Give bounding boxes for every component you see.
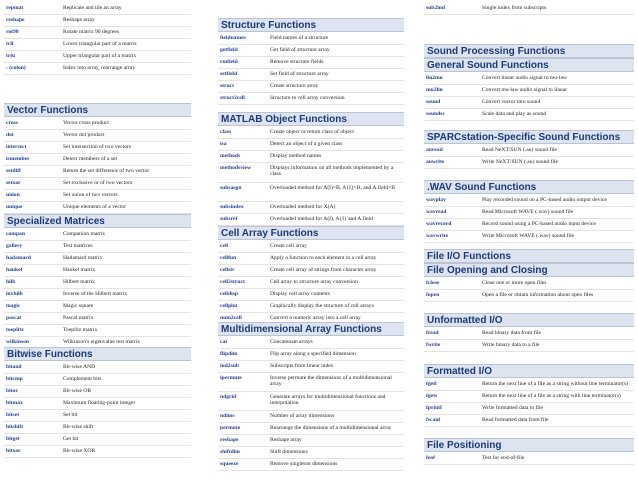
function-name: setdiff [6, 168, 21, 174]
function-name: reshape [220, 437, 239, 443]
function-name: fopen [426, 292, 440, 298]
function-description: Apply a function to each element in a cell array [270, 255, 377, 261]
function-description: Magic square [63, 303, 94, 309]
function-row [424, 146, 634, 157]
function-name: class [220, 129, 232, 135]
function-name: cell2struct [220, 279, 245, 285]
function-row [4, 155, 191, 166]
function-description: Replicate and tile an array [63, 5, 122, 11]
function-row [218, 128, 404, 139]
function-description: Return the next line of a file as a string with line terminator(s) [482, 393, 621, 399]
function-description: Reshape array [63, 17, 95, 23]
function-row [218, 70, 404, 81]
function-description: Reshape array [270, 437, 302, 443]
function-row [424, 98, 634, 109]
function-name: wilkinson [6, 339, 30, 345]
function-row [4, 302, 191, 313]
function-description: Inverse of the Hilbert matrix [63, 291, 127, 297]
function-name: feof [426, 455, 436, 461]
function-name: auread [426, 147, 443, 153]
function-row [424, 208, 634, 219]
function-description: Convert mu-law audio signal to linear [482, 87, 567, 93]
function-row [218, 203, 404, 214]
function-name: hankel [6, 267, 23, 273]
function-row [424, 329, 634, 340]
function-description: Convert vector into sound [482, 99, 541, 105]
function-row [218, 350, 404, 361]
function-row [218, 338, 404, 349]
function-row [424, 110, 634, 121]
function-row [4, 290, 191, 301]
function-row [218, 290, 404, 301]
function-description: Bit-wise AND [63, 364, 96, 370]
section-heading: MATLAB Object Functions [218, 112, 404, 126]
function-row [4, 326, 191, 337]
function-description: Get field of structure array [270, 47, 330, 53]
section-heading: Unformatted I/O [424, 313, 634, 327]
function-description: Scale data and play as sound [482, 111, 547, 117]
section-heading: Formatted I/O [424, 364, 634, 378]
function-name: squeeze [220, 461, 239, 467]
function-description: Get bit [63, 436, 79, 442]
function-row [4, 143, 191, 154]
function-row [4, 203, 191, 214]
function-description: Toeplitz matrix [63, 327, 98, 333]
function-description: Rearrange the dimensions of a multidimensional array [270, 425, 392, 431]
function-row [424, 341, 634, 352]
function-row [218, 436, 404, 447]
function-description: Write formatted data to file [482, 405, 543, 411]
function-row [218, 46, 404, 57]
function-name: fprintf [426, 405, 442, 411]
function-name: wavwrite [426, 233, 449, 239]
function-row [218, 254, 404, 265]
function-description: Rotate matrix 90 degrees [63, 29, 120, 35]
function-description: Hilbert matrix [63, 279, 95, 285]
function-name: methods [220, 153, 241, 159]
function-name: union [6, 192, 20, 198]
function-row [4, 254, 191, 265]
function-name: bitxor [6, 448, 21, 454]
function-row [424, 74, 634, 85]
function-row [218, 215, 404, 226]
function-row [424, 380, 634, 391]
function-name: reshape [6, 17, 25, 23]
function-row [4, 387, 191, 398]
function-description: Vector cross product [63, 120, 109, 126]
function-description: Complement bits [63, 376, 102, 382]
function-row [4, 411, 191, 422]
function-name: pascal [6, 315, 21, 321]
function-description: Display cell array contents [270, 291, 330, 297]
function-row [218, 448, 404, 459]
function-description: Test for end-of-file [482, 455, 525, 461]
function-row [218, 184, 404, 202]
function-name: struct [220, 83, 234, 89]
function-description: Vector dot product [63, 132, 105, 138]
function-name: subsindex [220, 204, 244, 210]
function-description: Overloaded method for A(I)=B, A{I}=B, and A.field=B [270, 185, 395, 191]
function-description: Bit-wise XOR [63, 448, 96, 454]
function-name: compan [6, 231, 25, 237]
function-description: Set union of two vectors [63, 192, 118, 198]
function-description: Record sound using a PC-based audio input device [482, 221, 596, 227]
column-2 [218, 0, 404, 493]
function-name: fscanf [426, 417, 441, 423]
function-name: permute [220, 425, 241, 431]
function-row [4, 64, 191, 75]
function-row [424, 86, 634, 97]
function-description: Write NeXT/SUN (.au) sound file [482, 159, 559, 165]
function-row [424, 454, 634, 465]
function-name: ndgrid [220, 394, 237, 400]
function-row [218, 460, 404, 471]
function-description: Create structure array [270, 83, 319, 89]
function-description: Index into array, rearrange array [63, 65, 136, 71]
function-description: Companion matrix [63, 231, 106, 237]
function-name: fread [426, 330, 439, 336]
function-description: Create cell array of strings from character array [270, 267, 377, 273]
function-row [4, 179, 191, 190]
function-row [4, 167, 191, 178]
function-description: Set intersection of two vectors [63, 144, 132, 150]
function-row [4, 435, 191, 446]
function-row [218, 412, 404, 423]
function-description: Concatenate arrays [270, 339, 313, 345]
function-row [4, 131, 191, 142]
function-row [218, 152, 404, 163]
function-name: gallery [6, 243, 23, 249]
function-name: rot90 [6, 29, 19, 35]
function-description: Displays information on all methods implemented by a class [270, 165, 394, 178]
function-description: Detect an object of a given class [270, 141, 343, 147]
function-description: Convert linear audio signal to mu-law [482, 75, 567, 81]
function-description: Subscripts from linear index [270, 363, 334, 369]
section-heading: .WAV Sound Functions [424, 180, 634, 194]
function-description: Create cell array [270, 243, 307, 249]
function-row [4, 266, 191, 277]
function-description: Remove singleton dimensions [270, 461, 338, 467]
function-name: isa [220, 141, 227, 147]
function-description: Bit-wise OR [63, 388, 92, 394]
function-name: cell [220, 243, 229, 249]
function-description: Hadamard matrix [63, 255, 103, 261]
function-row [4, 242, 191, 253]
function-name: methodsview [220, 165, 252, 171]
section-heading: Sound Processing Functions [424, 44, 634, 58]
function-row [218, 278, 404, 289]
function-description: Play recorded sound on a PC-based audio output device [482, 197, 607, 203]
function-name: bitand [6, 364, 22, 370]
function-description: Shift dimensions [270, 449, 308, 455]
function-description: Test matrices [63, 243, 93, 249]
function-name: fgets [426, 393, 438, 399]
function-name: fieldnames [220, 35, 246, 41]
function-name: intersect [6, 144, 27, 150]
function-row [4, 375, 191, 386]
function-row [218, 374, 404, 392]
function-description: Close one or more open files [482, 280, 547, 286]
function-row [4, 16, 191, 27]
function-description: Open a file or obtain information about open files [482, 292, 594, 298]
function-row [424, 279, 634, 290]
function-row [4, 399, 191, 410]
function-row [218, 362, 404, 373]
function-description: Lower triangular part of a matrix [63, 41, 137, 47]
function-row [218, 34, 404, 45]
function-row [4, 119, 191, 130]
function-name: celldisp [220, 291, 239, 297]
function-description: Display method names [270, 153, 322, 159]
function-name: toeplitz [6, 327, 24, 333]
function-name: fgetl [426, 381, 437, 387]
function-description: Pascal matrix [63, 315, 94, 321]
function-description: Single index from subscripts [482, 5, 547, 11]
function-name: fclose [426, 280, 440, 286]
function-name: shiftdim [220, 449, 240, 455]
function-row [424, 158, 634, 169]
function-row [4, 447, 191, 458]
function-description: Overloaded method for X(A) [270, 204, 336, 210]
function-name: dot [6, 132, 14, 138]
function-name: triu [6, 53, 16, 59]
function-name: unique [6, 204, 23, 210]
function-description: Structure to cell array conversion [270, 95, 345, 101]
function-row [218, 58, 404, 69]
section-heading: Bitwise Functions [4, 347, 191, 361]
function-description: Wilkinson's eigenvalue test matrix [63, 339, 141, 345]
function-description: Detect members of a set [63, 156, 118, 162]
function-row [424, 220, 634, 231]
function-description: Return the set difference of two vector [63, 168, 150, 174]
function-row [4, 28, 191, 39]
function-description: Generate arrays for multidimensional functions and interpolation [270, 394, 386, 407]
function-description: Remove structure fields [270, 59, 324, 65]
function-row [218, 302, 404, 313]
function-description: Set field of structure array [270, 71, 329, 77]
column-3 [424, 0, 634, 493]
function-name: hilb [6, 279, 16, 285]
function-description: Write binary data to a file [482, 342, 540, 348]
function-name: struct2cell [220, 95, 245, 101]
section-heading: File Positioning [424, 438, 634, 452]
function-row [424, 196, 634, 207]
function-description: Return the next line of a file as a string without line terminator(s) [482, 381, 629, 387]
function-name: ipermute [220, 375, 242, 381]
function-name: cross [6, 120, 19, 126]
function-description: Overloaded method for A(I), A{I} and A.field [270, 216, 373, 222]
function-description: Set exclusive or of two vectors [63, 180, 133, 186]
function-name: bitmax [6, 400, 23, 406]
column-1 [4, 0, 191, 493]
function-description: Maximum floating-point integer [63, 400, 136, 406]
function-name: flipdim [220, 351, 238, 357]
function-description: Graphically display the structure of cell arrays [270, 303, 374, 309]
function-name: getfield [220, 47, 238, 53]
function-row [4, 4, 191, 15]
function-name: bitset [6, 412, 20, 418]
function-description: Convert a numeric array into a cell array [270, 315, 361, 321]
function-name: repmat [6, 5, 24, 11]
function-name: wavrecord [426, 221, 452, 227]
function-row [218, 393, 404, 411]
function-name: setfield [220, 71, 238, 77]
function-name: subsasgn [220, 185, 242, 191]
function-name: cellfun [220, 255, 237, 261]
function-name: : (colon) [6, 65, 26, 71]
function-name: bitget [6, 436, 20, 442]
function-name: cat [220, 339, 228, 345]
function-description: Read Microsoft WAVE (.wav) sound file [482, 209, 574, 215]
function-name: mu2lin [426, 87, 443, 93]
function-description: Bit-wise shift [63, 424, 94, 430]
function-name: bitor [6, 388, 18, 394]
function-row [4, 423, 191, 434]
function-name: rmfield [220, 59, 238, 65]
function-name: bitshift [6, 424, 24, 430]
function-description: Read formatted data from file [482, 417, 549, 423]
function-row [424, 4, 634, 15]
function-row [4, 191, 191, 202]
function-description: Upper triangular part of a matrix [63, 53, 137, 59]
section-heading: Structure Functions [218, 18, 404, 32]
function-row [424, 416, 634, 427]
section-heading: Multidimensional Array Functions [218, 322, 404, 336]
function-name: magic [6, 303, 21, 309]
section-heading: Specialized Matrices [4, 214, 191, 228]
function-description: Read binary data from file [482, 330, 542, 336]
function-description: Hankel matrix [63, 267, 96, 273]
function-name: sub2ind [426, 5, 445, 11]
function-row [424, 232, 634, 243]
section-heading: File I/O Functions [424, 249, 634, 263]
function-name: auwrite [426, 159, 445, 165]
function-name: lin2mu [426, 75, 443, 81]
function-name: sound [426, 99, 441, 105]
function-description: Create object or return class of object [270, 129, 354, 135]
section-heading: Vector Functions [4, 103, 191, 117]
function-description: Write Microsoft WAVE (.wav) sound file [482, 233, 575, 239]
function-name: cellplot [220, 303, 238, 309]
function-name: cellstr [220, 267, 235, 273]
function-row [218, 140, 404, 151]
function-row [218, 266, 404, 277]
function-row [424, 291, 634, 302]
function-description: Unique elements of a vector [63, 204, 127, 210]
function-row [218, 94, 404, 105]
function-name: wavread [426, 209, 447, 215]
function-row [218, 424, 404, 435]
function-name: bitcmp [6, 376, 23, 382]
function-description: Read NeXT/SUN (.au) sound file [482, 147, 558, 153]
function-description: Cell array to structure array conversion [270, 279, 358, 285]
function-description: Field names of a structure [270, 35, 329, 41]
function-name: soundsc [426, 111, 445, 117]
function-name: wavplay [426, 197, 446, 203]
function-name: ismember [6, 156, 30, 162]
function-name: subsref [220, 216, 238, 222]
function-description: Set bit [63, 412, 78, 418]
section-heading: SPARCstation-Specific Sound Functions [424, 130, 634, 144]
function-row [4, 230, 191, 241]
function-name: setxor [6, 180, 21, 186]
function-description: Inverse permute the dimensions of a multidimensional array [270, 375, 392, 388]
function-row [4, 363, 191, 374]
section-heading: Cell Array Functions [218, 226, 404, 240]
function-row [218, 82, 404, 93]
section-heading: General Sound Functions [424, 58, 634, 72]
function-row [218, 164, 404, 183]
function-row [424, 404, 634, 415]
section-heading: File Opening and Closing [424, 263, 634, 277]
function-row [218, 242, 404, 253]
function-name: ndims [220, 413, 235, 419]
function-row [4, 278, 191, 289]
function-name: num2cell [220, 315, 242, 321]
function-row [4, 52, 191, 63]
function-row [4, 40, 191, 51]
function-name: fwrite [426, 342, 441, 348]
function-row [424, 392, 634, 403]
function-name: invhilb [6, 291, 23, 297]
function-row [4, 314, 191, 325]
function-name: ind2sub [220, 363, 239, 369]
function-description: Number of array dimensions [270, 413, 335, 419]
function-name: tril [6, 41, 14, 47]
function-description: Flip array along a specified dimension [270, 351, 356, 357]
function-name: hadamard [6, 255, 31, 261]
